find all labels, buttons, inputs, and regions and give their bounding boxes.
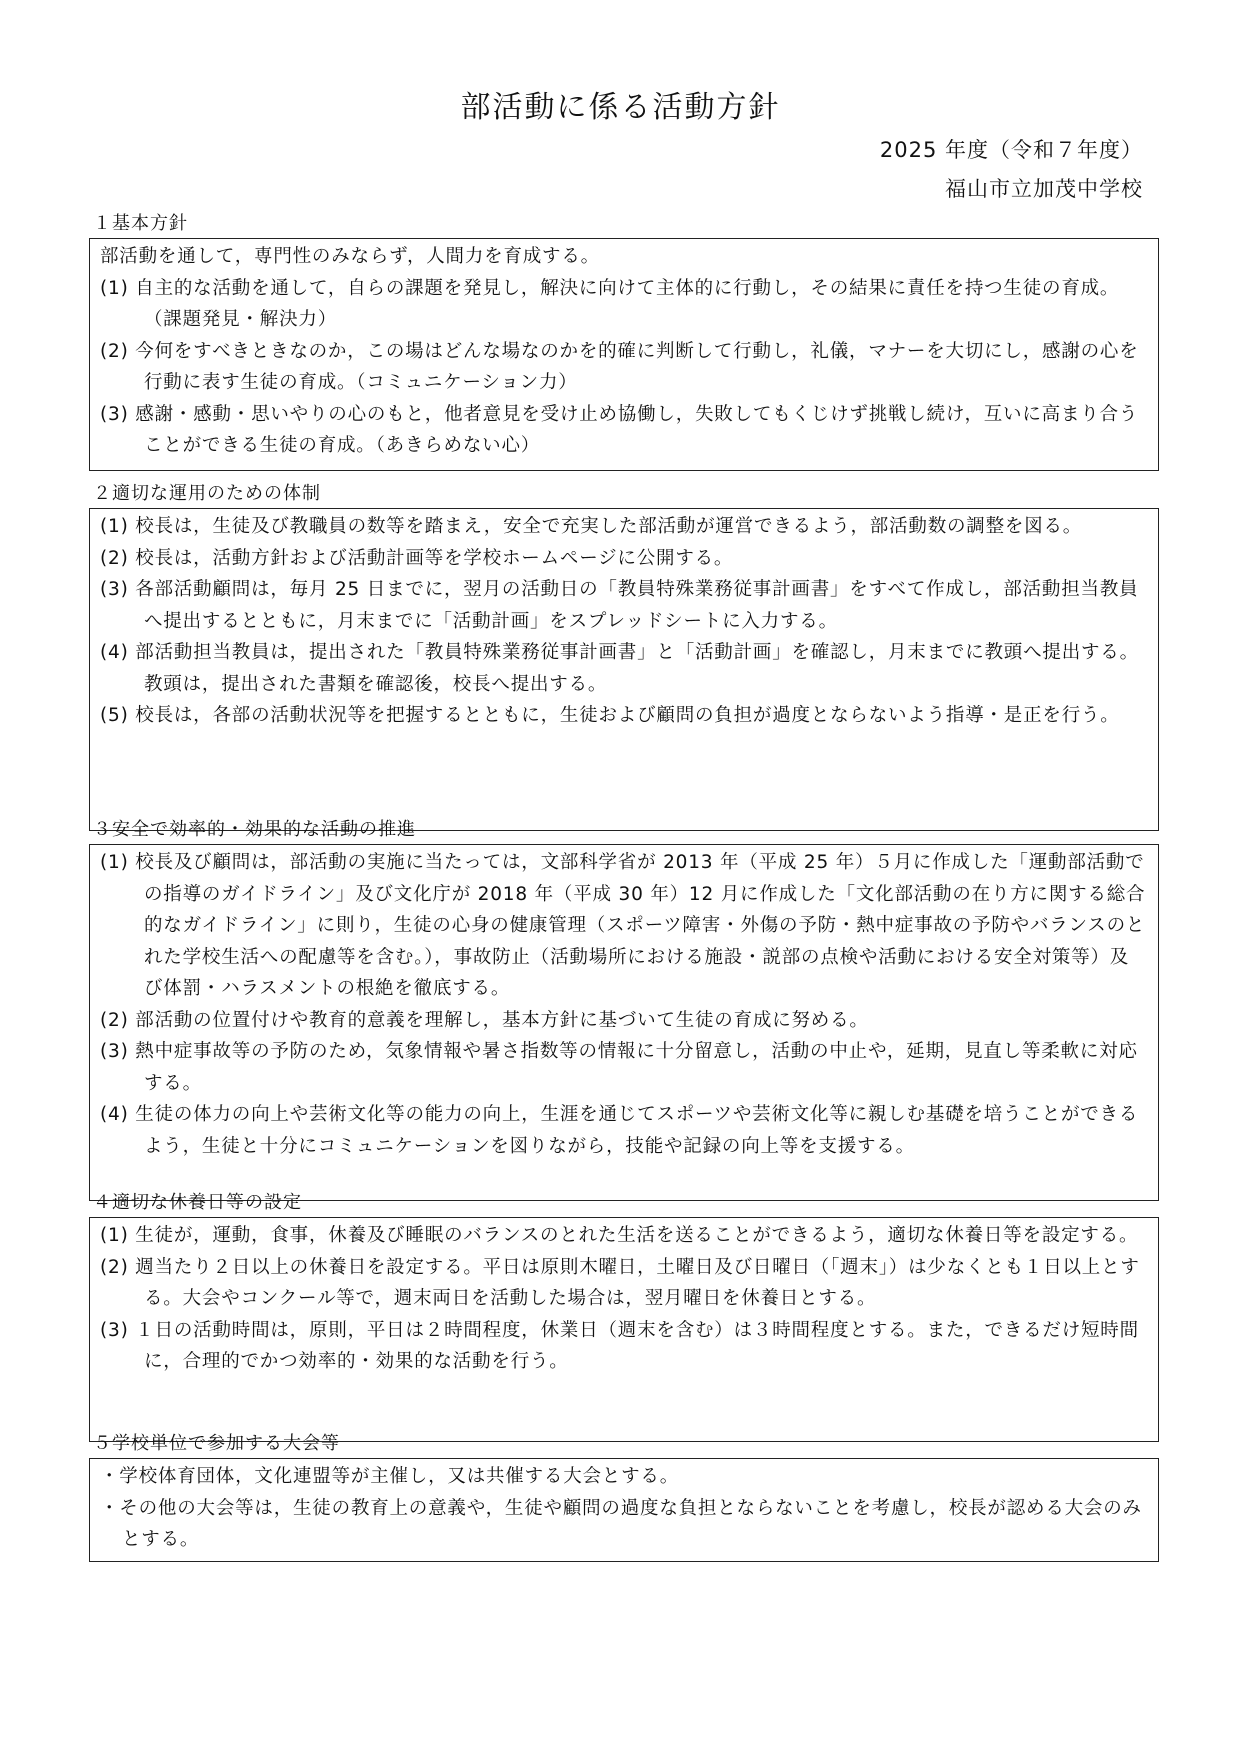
section-heading: １基本方針 — [93, 213, 188, 234]
policy-item: (3) 各部活動顧問は，毎月 25 日までに，翌月の活動日の「教員特殊業務従事計画書」をすべて作成し，部活動担当教員へ提出するとともに，月末までに「活動計画」をスプレッドシートに入力する。 — [100, 579, 1139, 632]
policy-item: (3) 熱中症事故等の予防のため，気象情報や暑さ指数等の情報に十分留意し，活動の中止や，延期，見直し等柔軟に対応する。 — [100, 1041, 1138, 1094]
section-operation-system — [89, 482, 1159, 831]
policy-item: (5) 校長は，各部の活動状況等を把握するとともに，生徒および顧問の負担が過度とならないよう指導・是正を行う。 — [100, 705, 1120, 726]
document-title: 部活動に係る活動方針 — [460, 90, 781, 125]
policy-item: (2) 部活動の位置付けや教育的意義を理解し，基本方針に基づいて生徒の育成に努める。 — [100, 1009, 869, 1031]
policy-item: ・学校体育団体，文化連盟等が主催し，又は共催する大会とする。 — [100, 1466, 680, 1487]
section-heading: ３安全で効率的・効果的な活動の推進 — [93, 819, 416, 840]
policy-item: (4) 部活動担当教員は，提出された「教員特殊業務従事計画書」と「活動計画」を確認し，月末までに教頭へ提出する。教頭は，提出された書類を確認後，校長へ提出する。 — [100, 642, 1139, 695]
policy-item: (1) 校長及び顧問は，部活動の実施に当たっては，文部科学省が 2013 年（平成 25 年）５月に作成した「運動部活動での指導のガイドライン」及び文化庁が 2018 年（平成 30 年）12 月に作成した「文化部活動の在り方に関する総合的なガイドライン」に則り，生徒の心身の健康管理（スポーツ障害・外傷の予防・熱中症事故の予防やバランスのとれた学校生活への配慮等を含む。），事故防止（活動場所における施設・説部の点検や活動における安全対策等）及び体罰・ハラスメントの根絶を徹底する。 — [100, 852, 1146, 999]
fiscal-year: 2025 年度（令和７年度） — [879, 138, 1143, 162]
policy-item: (1) 校長は，生徒及び教職員の数等を踏まえ，安全で充実した部活動が運営できるよう，部活動数の調整を図る。 — [100, 516, 1083, 537]
school-name: 福山市立加茂中学校 — [945, 177, 1143, 201]
policy-item: (2) 今何をすべきときなのか，この場はどんな場なのかを的確に判断して行動し，礼儀，マナーを大切にし，感謝の心を行動に表す生徒の育成。（コミュニケーション力） — [100, 340, 1139, 393]
policy-item: (1) 自主的な活動を通して，自らの課題を発見し，解決に向けて主体的に行動し，その結果に責任を持つ生徒の育成。（課題発見・解決力） — [100, 277, 1120, 330]
section-heading: ２適切な運用のための体制 — [93, 483, 321, 504]
section-safe-activity — [89, 818, 1159, 1201]
policy-item: (2) 校長は，活動方針および活動計画等を学校ホームページに公開する。 — [100, 547, 734, 569]
policy-item: 部活動を通して，専門性のみならず，人間力を育成する。 — [100, 246, 600, 267]
policy-item: (4) 生徒の体力の向上や芸術文化等の能力の向上，生涯を通じてスポーツや芸術文化等に親しむ基礎を培うことができるよう，生徒と十分にコミュニケーションを図りながら，技能や記録の向上等を支援する。 — [100, 1104, 1139, 1157]
policy-item: (3) １日の活動時間は，原則，平日は２時間程度，休業日（週末を含む）は３時間程度とする。また，できるだけ短時間に，合理的でかつ効率的・効果的な活動を行う。 — [100, 1319, 1139, 1372]
section-basic-policy — [89, 212, 1159, 471]
section-heading: ５学校単位で参加する大会等 — [93, 1433, 340, 1454]
section-box — [89, 508, 1159, 831]
section-box — [89, 844, 1159, 1201]
policy-item: (3) 感謝・感動・思いやりの心のもと，他者意見を受け止め協働し，失敗してもくじけず挑戦し続け，互いに高まり合うことができる生徒の育成。（あきらめない心） — [100, 403, 1139, 456]
section-tournaments — [89, 1432, 1159, 1562]
section-box — [89, 1458, 1159, 1562]
policy-item: (2) 週当たり２日以上の休養日を設定する。平日は原則木曜日，土曜日及び日曜日（「週末」）は少なくとも１日以上とする。大会やコンクール等で，週末両日を活動した場合は，翌月曜日を休養日とする。 — [100, 1256, 1140, 1309]
section-rest-days — [89, 1191, 1159, 1442]
policy-item: ・その他の大会等は，生徒の教育上の意義や，生徒や顧問の過度な負担とならないことを考慮し，校長が認める大会のみとする。 — [100, 1497, 1142, 1550]
policy-item: (1) 生徒が，運動，食事，休養及び睡眠のバランスのとれた生活を送ることができるよう，適切な休養日等を設定する。 — [100, 1225, 1139, 1246]
section-heading: ４適切な休養日等の設定 — [93, 1192, 302, 1213]
section-box — [89, 1217, 1159, 1442]
section-box — [89, 238, 1159, 471]
